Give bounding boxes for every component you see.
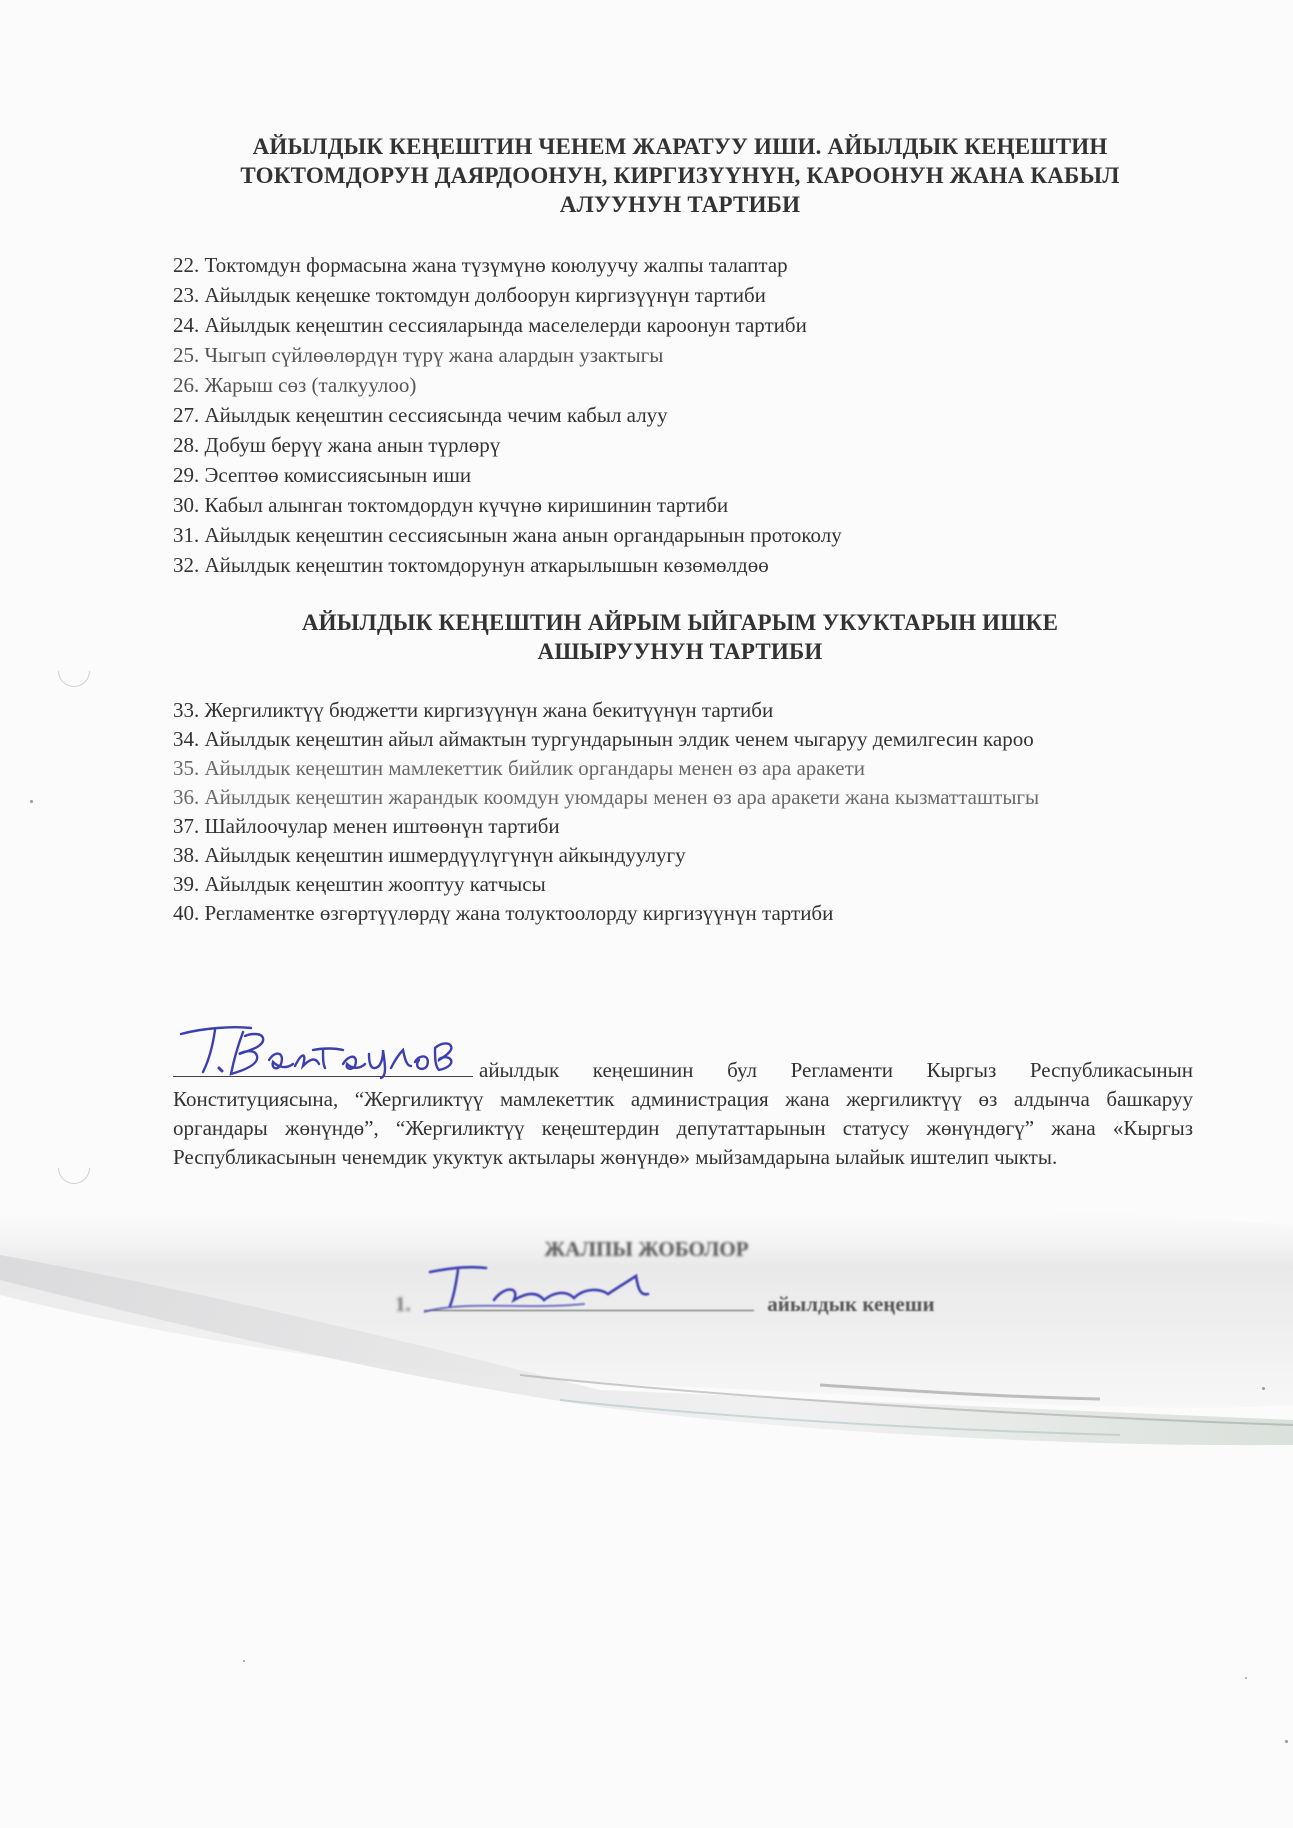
- list-item: 28. Добуш берүү жана анын түрлөрү: [173, 433, 501, 457]
- list-item: 34. Айылдык кеңештин айыл аймактын тургундарынын элдик ченем чыгаруу демилгесин кароо: [173, 727, 1034, 751]
- section2-title-line2: АШЫРУУНУН ТАРТИБИ: [537, 639, 823, 664]
- list-item: 33. Жергиликтүү бюджетти киргизүүнүн жана бекитүүнүн тартиби: [173, 698, 774, 722]
- section1-title-line2: ТОКТОМДОРУН ДАЯРДООНУН, КИРГИЗҮҮНҮН, КАРООНУН ЖАНА КАБЫЛ: [240, 163, 1120, 188]
- section2-title-line1: АЙЫЛДЫК КЕҢЕШТИН АЙРЫМ ЫЙГАРЫМ УКУКТАРЫН ИШКЕ: [301, 610, 1059, 635]
- section1-title: [160, 132, 1200, 219]
- speck: [30, 800, 33, 803]
- preamble-text: айылдык кеңешинин бул Регламенти Кыргыз Республикасынын Конституциясына, “Жергиликтүү мамлекеттик администрация жана жергиликтүү өз алдынча башкаруу органдары жөнүндө”, “Жергиликтүү кеңештердин депутаттарынын статусу жөнүндөгү” жана «Кыргыз Республикасынын ченемдик укуктук актылары жөнүндө» мыйзамдарына ылайык иштелип чыкты.: [173, 1058, 1193, 1169]
- list-item: 35. Айылдык кеңештин мамлекеттик бийлик органдары менен өз ара аракети: [173, 756, 865, 780]
- list-item: 32. Айылдык кеңештин токтомдорунун аткарылышын көзөмөлдөө: [173, 553, 769, 577]
- list-item: 39. Айылдык кеңештин жооптуу катчысы: [173, 872, 546, 896]
- list-item: 30. Кабыл алынган токтомдордун күчүнө киришинин тартиби: [173, 493, 729, 517]
- folded-signature-field: [424, 1290, 754, 1311]
- list-item: 29. Эсептөө комиссиясынын иши: [173, 463, 472, 487]
- list-item: 31. Айылдык кеңештин сессиясынын жана анын органдарынын протоколу: [173, 523, 842, 547]
- section2-list: [173, 696, 1193, 928]
- list-item: 24. Айылдык кеңештин сессияларында маселелерди кароонун тартиби: [173, 313, 807, 337]
- speck: [243, 1660, 245, 1662]
- section1-list: [173, 250, 1193, 580]
- punch-hole: [51, 1145, 96, 1190]
- folded-item-text: айылдык кеңеши: [767, 1292, 935, 1316]
- signature-field: [173, 1054, 473, 1077]
- list-item: 22. Токтомдун формасына жана түзүмүнө коюлуучу жалпы талаптар: [173, 253, 788, 277]
- section1-title-line3: АЛУУНУН ТАРТИБИ: [559, 192, 801, 217]
- folded-item-number: 1.: [395, 1292, 411, 1316]
- list-item: 37. Шайлоочулар менен иштөөнүн тартиби: [173, 814, 560, 838]
- list-item: 38. Айылдык кеңештин ишмердүүлүгүнүн айкындуулугу: [173, 843, 686, 867]
- list-item: 26. Жарыш сөз (талкуулоо): [173, 373, 417, 397]
- handwritten-signature: [173, 1020, 473, 1080]
- list-item: 40. Регламентке өзгөртүүлөрдү жана толуктоолорду киргизүүнүн тартиби: [173, 901, 834, 925]
- speck: [1245, 1677, 1247, 1679]
- section1-title-line1: АЙЫЛДЫК КЕҢЕШТИН ЧЕНЕМ ЖАРАТУУ ИШИ. АЙЫЛДЫК КЕҢЕШТИН: [252, 134, 1108, 159]
- punch-hole: [51, 648, 96, 693]
- preamble-paragraph: [173, 1054, 1193, 1172]
- folded-handwritten-signature: [424, 1260, 754, 1316]
- list-item: 25. Чыгып сүйлөөлөрдүн түрү жана алардын узактыгы: [173, 343, 664, 367]
- list-item: 27. Айылдык кеңештин сессиясында чечим кабыл алуу: [173, 403, 668, 427]
- folded-page-shadow: [0, 1185, 1293, 1485]
- folded-item-line: [395, 1290, 935, 1317]
- folded-heading: ЖАЛПЫ ЖОБОЛОР: [544, 1237, 749, 1261]
- speck: [1262, 1387, 1265, 1390]
- list-item: 23. Айылдык кеңешке токтомдун долбоорун киргизүүнүн тартиби: [173, 283, 766, 307]
- list-item: 36. Айылдык кеңештин жарандык коомдун уюмдары менен өз ара аракети жана кызматташтыгы: [173, 785, 1040, 809]
- section2-title: [160, 608, 1200, 666]
- speck: [1285, 1740, 1288, 1743]
